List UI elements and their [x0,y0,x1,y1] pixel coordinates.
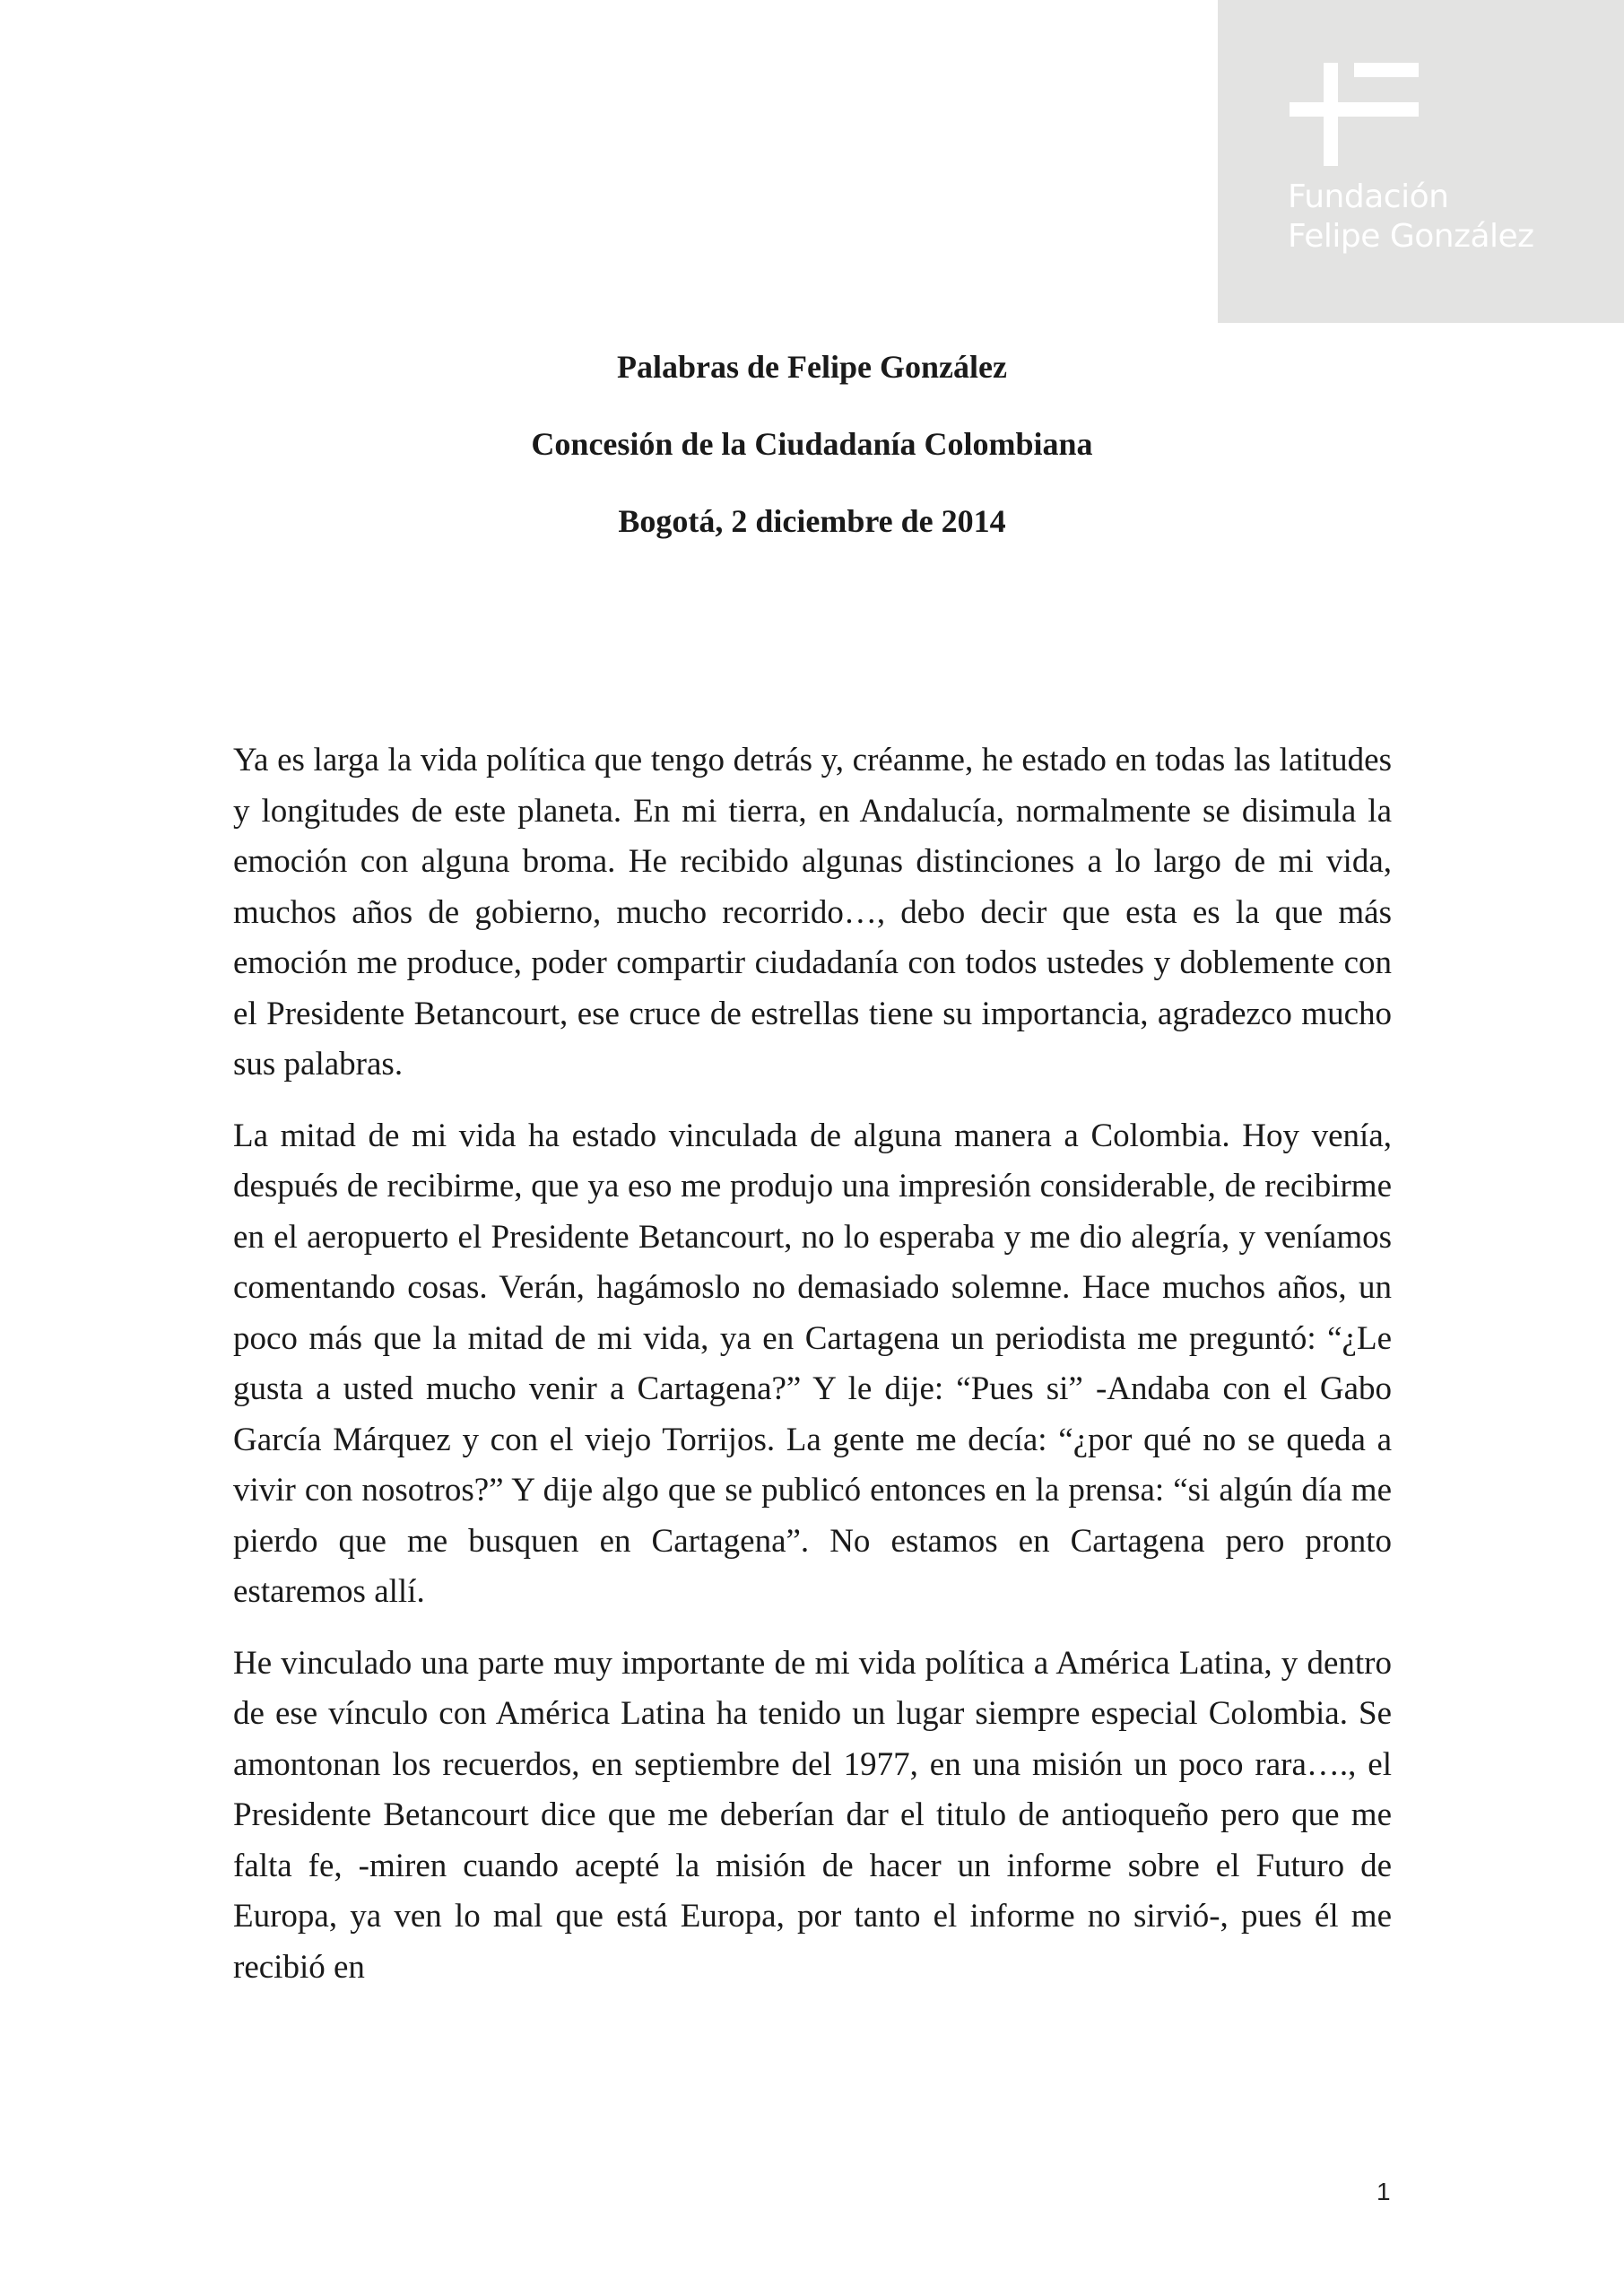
document-subtitle: Concesión de la Ciudadanía Colombiana [531,426,1093,462]
foundation-logo [1218,0,1624,323]
paragraph: Ya es larga la vida política que tengo detrás y, créanme, he estado en todas las latitudes y longitudes de este planeta. En mi tierra, en Andalucía, normalmente se disimula la emoción con alguna broma. He recibido algunas distinciones a lo largo de mi vida, muchos años de gobierno, mucho recorrido…, debo decir que esta es la que más emoción me produce, poder compartir ciudadanía con todos ustedes y doblemente con el Presidente Betancourt, ese cruce de estrellas tiene su importancia, agradezco mucho sus palabras. [233,742,1392,1083]
paragraph: La mitad de mi vida ha estado vinculada de alguna manera a Colombia. Hoy venía, después de recibirme, que ya eso me produjo una impresión considerable, de recibirme en el aeropuerto el Presidente Betancourt, no lo esperaba y me dio alegría, y veníamos comentando cosas. Verán, hagámoslo no demasiado solemne. Hace muchos años, un poco más que la mitad de mi vida, ya en Cartagena un periodista me preguntó: “¿Le gusta a usted mucho venir a Cartagena?” Y le dije: “Pues si” -Andaba con el Gabo García Márquez y con el viejo Torrijos. La gente me decía: “¿por qué no se queda a vivir con nosotros?” Y dije algo que se publicó entonces en la prensa: “si algún día me pierdo que me busquen en Cartagena”. No estamos en Cartagena pero pronto estaremos allí. [233,1117,1392,1610]
paragraph: He vinculado una parte muy importante de mi vida política a América Latina, y dentro de ese vínculo con América Latina ha tenido un lugar siempre especial Colombia. Se amontonan los recuerdos, en septiembre del 1977, en una misión un poco rara…., el Presidente Betancourt dice que me deberían dar el titulo de antioqueño pero que me falta fe, -miren cuando acepté la misión de hacer un informe sobre el Futuro de Europa, ya ven lo mal que está Europa, por tanto el informe no sirvió-, pues él me recibió en [233,1644,1392,1986]
speech-body [233,735,1392,2013]
fundacion-felipe-gonzalez-mark-icon [1290,63,1424,166]
logo-line-1: Fundación [1288,178,1449,215]
document-place-date: Bogotá, 2 diciembre de 2014 [618,503,1006,539]
document-title: Palabras de Felipe González [617,349,1007,385]
logo-wordmark [1288,178,1534,257]
page-number: 1 [1376,2178,1391,2205]
logo-line-2: Felipe González [1288,218,1534,255]
